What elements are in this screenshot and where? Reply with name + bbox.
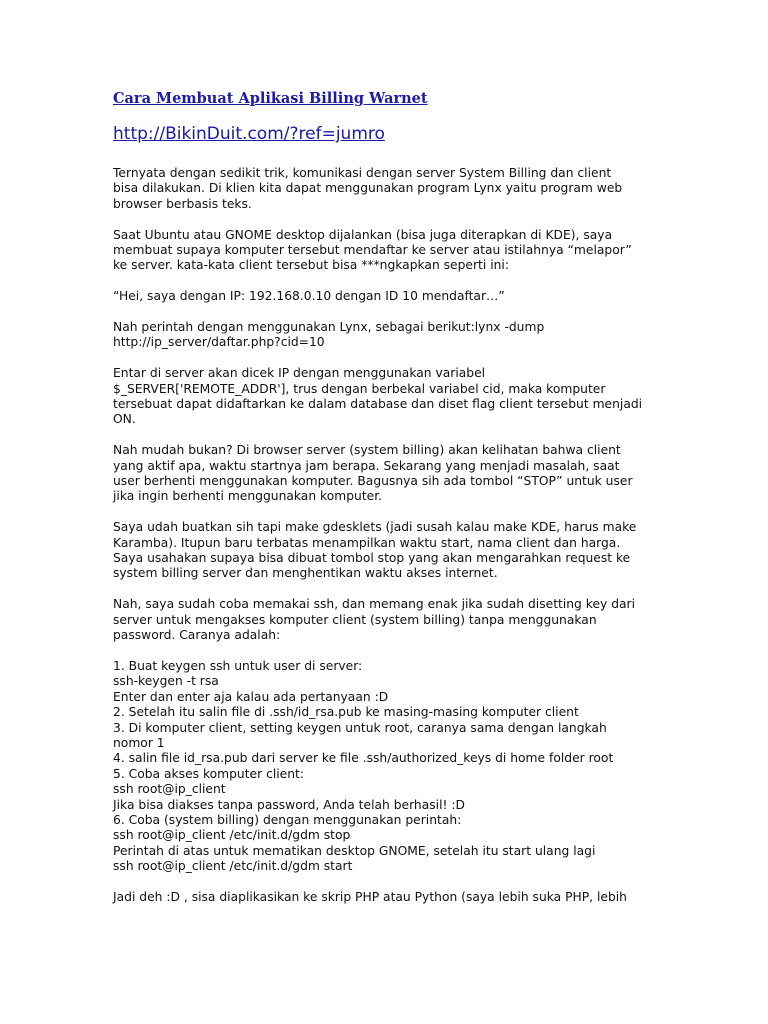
text-line: 2. Setelah itu salin file di .ssh/id_rsa.pub ke masing-masing komputer client	[113, 705, 579, 720]
text-line: Nah mudah bukan? Di browser server (system billing) akan kelihatan bahwa client	[113, 443, 621, 458]
text-line: system billing server dan menghentikan waktu akses internet.	[113, 566, 498, 581]
paragraph	[113, 166, 673, 212]
text-line: Perintah di atas untuk mematikan desktop GNOME, setelah itu start ulang lagi	[113, 843, 596, 858]
text-line: browser berbasis teks.	[113, 196, 252, 211]
text-line: tersebuat dapat didaftarkan ke dalam database dan diset flag client tersebut menjadi	[113, 397, 643, 412]
text-line: “Hei, saya dengan IP: 192.168.0.10 dengan ID 10 mendaftar…”	[113, 289, 505, 304]
referral-link[interactable]: http://BikinDuit.com/?ref=jumro	[113, 124, 385, 144]
text-line: Karamba). Itupun baru terbatas menampilkan waktu start, nama client dan harga.	[113, 535, 621, 550]
text-line: 6. Coba (system billing) dengan menggunakan perintah:	[113, 812, 462, 827]
paragraph	[113, 890, 673, 905]
text-line: 4. salin file id_rsa.pub dari server ke file .ssh/authorized_keys di home folder root	[113, 751, 614, 766]
text-line: Nah, saya sudah coba memakai ssh, dan memang enak jika sudah disetting key dari	[113, 597, 636, 612]
paragraph	[113, 289, 673, 304]
paragraph	[113, 597, 673, 643]
text-line: Entar di server akan dicek IP dengan menggunakan variabel	[113, 366, 486, 381]
text-line: server untuk mengakses komputer client (system billing) tanpa menggunakan	[113, 612, 597, 627]
text-line: password. Caranya adalah:	[113, 628, 281, 643]
text-line: bisa dilakukan. Di klien kita dapat menggunakan program Lynx yaitu program web	[113, 181, 623, 196]
text-line: Saya udah buatkan sih tapi make gdesklets (jadi susah kalau make KDE, harus make	[113, 520, 637, 535]
text-line: jika ingin berhenti menggunakan komputer.	[113, 489, 383, 504]
text-line: $_SERVER['REMOTE_ADDR'], trus dengan berbekal variabel cid, maka komputer	[113, 381, 606, 396]
text-line: Enter dan enter aja kalau ada pertanyaan :D	[113, 689, 389, 704]
text-line: ssh root@ip_client /etc/init.d/gdm stop	[113, 828, 351, 843]
text-line: http://ip_server/daftar.php?cid=10	[113, 335, 325, 350]
text-line: 5. Coba akses komputer client:	[113, 766, 304, 781]
text-line: Saat Ubuntu atau GNOME desktop dijalankan (bisa juga diterapkan di KDE), saya	[113, 227, 613, 242]
text-line: ssh root@ip_client /etc/init.d/gdm start	[113, 859, 353, 874]
text-line: Jika bisa diakses tanpa password, Anda telah berhasil! :D	[113, 797, 465, 812]
paragraph	[113, 228, 673, 274]
text-line: Jadi deh :D , sisa diaplikasikan ke skrip PHP atau Python (saya lebih suka PHP, lebih	[113, 889, 627, 904]
article-title[interactable]: Cara Membuat Aplikasi Billing Warnet	[113, 90, 428, 107]
paragraph	[113, 443, 673, 505]
text-line: yang aktif apa, waktu startnya jam berapa. Sekarang yang menjadi masalah, saat	[113, 458, 620, 473]
text-line: ON.	[113, 412, 136, 427]
text-line: Nah perintah dengan menggunakan Lynx, sebagai berikut:lynx -dump	[113, 320, 545, 335]
article-body	[113, 166, 673, 921]
text-line: user berhenti menggunakan komputer. Bagusnya sih ada tombol “STOP” untuk user	[113, 474, 633, 489]
paragraph	[113, 659, 673, 875]
text-line: ssh-keygen -t rsa	[113, 674, 219, 689]
text-line: ke server. kata-kata client tersebut bisa ***ngkapkan seperti ini:	[113, 258, 509, 273]
text-line: 1. Buat keygen ssh untuk user di server:	[113, 658, 363, 673]
text-line: Ternyata dengan sedikit trik, komunikasi dengan server System Billing dan client	[113, 166, 612, 180]
paragraph	[113, 320, 673, 351]
text-line: 3. Di komputer client, setting keygen untuk root, caranya sama dengan langkah	[113, 720, 607, 735]
paragraph	[113, 520, 673, 582]
text-line: nomor 1	[113, 735, 165, 750]
text-line: Saya usahakan supaya bisa dibuat tombol stop yang akan mengarahkan request ke	[113, 551, 631, 566]
text-line: membuat supaya komputer tersebut mendaftar ke server atau istilahnya “melapor”	[113, 243, 632, 258]
paragraph	[113, 366, 673, 428]
text-line: ssh root@ip_client	[113, 782, 226, 797]
